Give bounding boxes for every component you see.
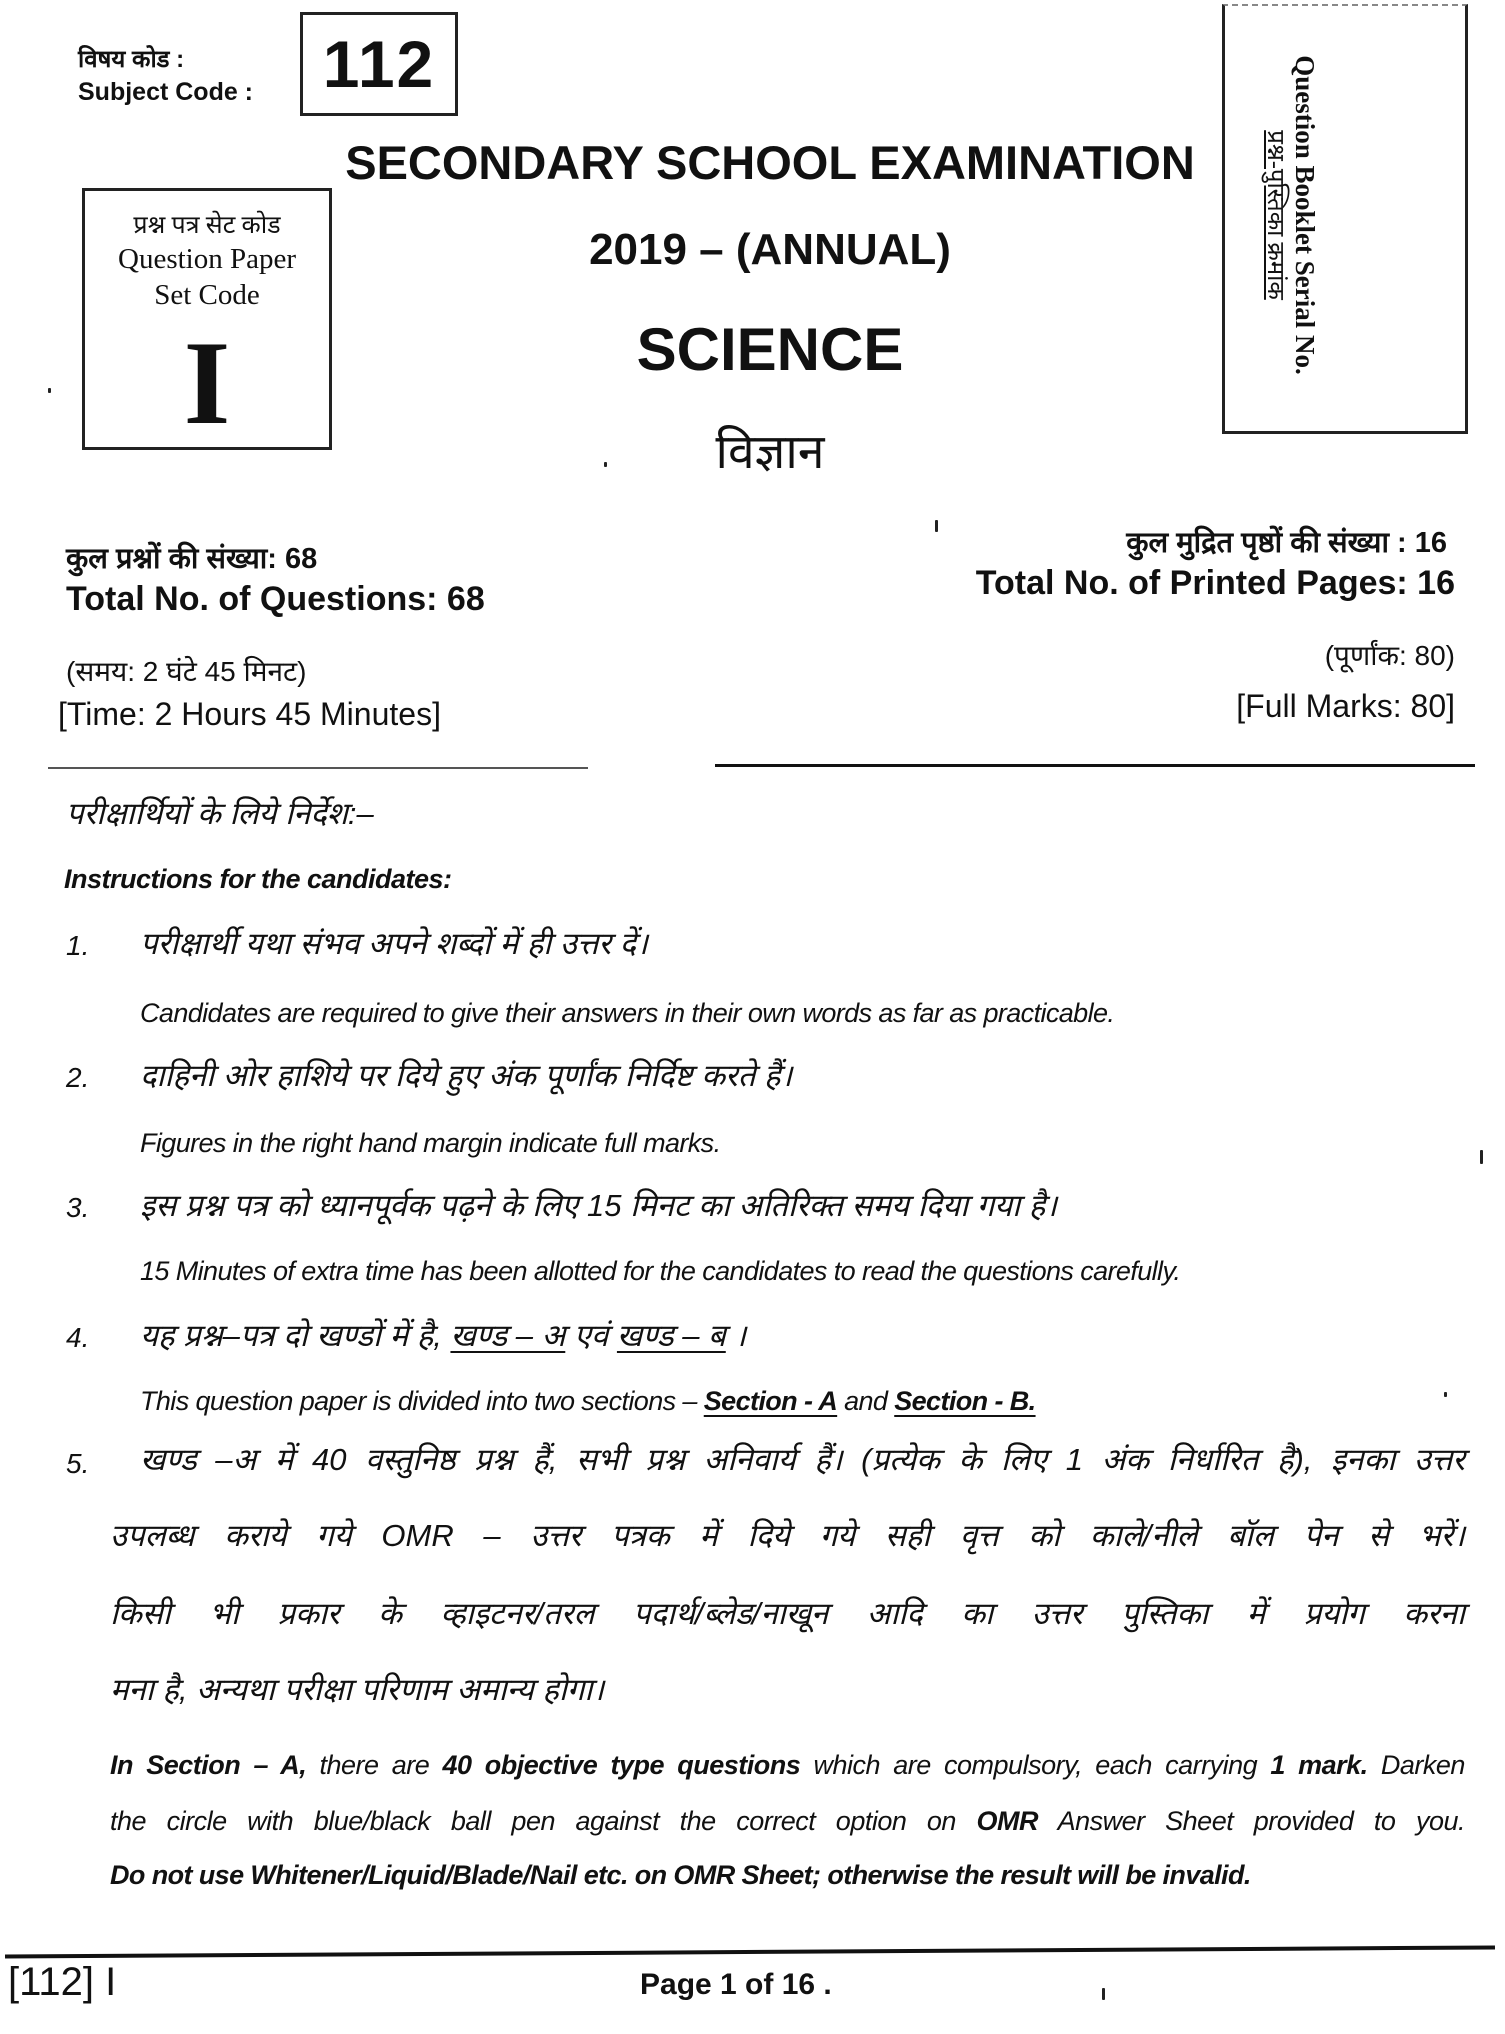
instruction-5-en-text: which are compulsory, each carrying	[813, 1750, 1258, 1780]
subject-code-value: 112	[322, 27, 436, 101]
instruction-5-hi-line-3: किसी भी प्रकार के व्हाइटनर/तरल पदार्थ/ब्लेड/नाखून आदि का उत्तर पुस्तिका में प्रयोग करना	[110, 1596, 1465, 1631]
scan-speck	[1444, 1392, 1447, 1397]
set-code-label-en-2: Set Code	[154, 279, 260, 311]
instruction-5-hi-line-4: मना है, अन्यथा परीक्षा परिणाम अमान्य होगा।	[110, 1672, 605, 1707]
total-pages-en: Total No. of Printed Pages: 16	[975, 564, 1455, 602]
instruction-1-hi: परीक्षार्थी यथा संभव अपने शब्दों में ही उत्तर दें।	[140, 926, 648, 961]
instruction-2-hi: दाहिनी ओर हाशिये पर दिये हुए अंक पूर्णांक निर्दिष्ट करते हैं।	[140, 1058, 793, 1093]
instruction-3-hi: इस प्रश्न पत्र को ध्यानपूर्वक पढ़ने के लिए 15 मिनट का अतिरिक्त समय दिया गया है।	[140, 1188, 1058, 1223]
instruction-3-en: 15 Minutes of extra time has been allotted for the candidates to read the questions carefully.	[140, 1256, 1181, 1286]
footer-divider	[5, 1945, 1495, 1958]
instruction-4-en	[140, 1386, 1036, 1417]
header-divider-left	[48, 767, 588, 769]
header-divider-right	[715, 764, 1475, 767]
instruction-5-en-line-2	[110, 1806, 1465, 1837]
full-marks-en: [Full Marks: 80]	[1236, 688, 1455, 724]
subject-code-label-hi: विषय कोड :	[78, 46, 185, 73]
subject-code-label-en: Subject Code :	[78, 78, 254, 106]
instructions-heading-hi: परीक्षार्थियों के लिये निर्देश:–	[66, 796, 374, 831]
instruction-5-hi-line-2: उपलब्ध कराये गये OMR – उत्तर पत्रक में दिये गये सही वृत्त को काले/नीले बॉल पेन से भरें।	[110, 1518, 1465, 1553]
scan-speck	[935, 520, 938, 532]
total-pages-hi: कुल मुद्रित पृष्ठों की संख्या : 16	[1126, 527, 1447, 559]
mark-value: 1 mark.	[1270, 1750, 1368, 1780]
time-hi: (समय: 2 घंटे 45 मिनट)	[66, 656, 307, 687]
booklet-serial-box	[1222, 4, 1468, 434]
set-code-value: I	[183, 316, 231, 449]
instruction-1-en: Candidates are required to give their answers in their own words as far as practicable.	[140, 998, 1115, 1028]
total-questions-en: Total No. of Questions: 68	[66, 580, 485, 618]
instruction-4-number: 4.	[66, 1322, 90, 1353]
instruction-2-en: Figures in the right hand margin indicate full marks.	[140, 1128, 721, 1158]
section-a-en-ref: In Section – A,	[110, 1750, 307, 1780]
instruction-5-en-line-3: Do not use Whitener/Liquid/Blade/Nail etc. on OMR Sheet; otherwise the result will be invalid.	[110, 1860, 1251, 1890]
instruction-4-hi-text: यह प्रश्न–पत्र दो खण्डों में है,	[140, 1318, 442, 1353]
time-en: [Time: 2 Hours 45 Minutes]	[58, 696, 441, 732]
exam-title: SECONDARY SCHOOL EXAMINATION	[345, 136, 1195, 189]
scan-speck	[1102, 1988, 1105, 2000]
instruction-3-number: 3.	[66, 1192, 90, 1223]
objective-count: 40 objective type questions	[442, 1750, 801, 1780]
set-code-label-hi: प्रश्न पत्र सेट कोड	[133, 212, 281, 239]
subject-code-box	[300, 12, 458, 116]
instructions-heading-en: Instructions for the candidates:	[64, 864, 452, 894]
instruction-4-hi-end: ।	[734, 1318, 747, 1353]
total-questions-hi: कुल प्रश्नों की संख्या: 68	[66, 543, 318, 575]
exam-year: 2019 – (ANNUAL)	[589, 225, 951, 274]
scan-speck	[48, 388, 51, 393]
subject-code-label	[78, 44, 253, 108]
instruction-4-en-and: and	[844, 1386, 888, 1416]
instruction-5-en-text: the circle with blue/black ball pen against the correct option on	[110, 1806, 956, 1836]
instruction-1-number: 1.	[66, 930, 90, 961]
footer-paper-code: [112] I	[8, 1960, 117, 2004]
instruction-5-number: 5.	[66, 1448, 90, 1479]
section-b-hi: खण्ड – ब	[616, 1318, 726, 1353]
section-a-en: Section - A	[703, 1386, 838, 1416]
instruction-4-en-text: This question paper is divided into two sections –	[140, 1386, 697, 1416]
instruction-5-en-text: Answer Sheet provided to you.	[1057, 1806, 1466, 1836]
instruction-2-number: 2.	[66, 1062, 90, 1093]
booklet-serial-label-en: Question Booklet Serial No.	[1290, 55, 1320, 375]
set-code-label-en-1: Question Paper	[118, 243, 296, 275]
booklet-serial-label-hi: प्रश्न-पुस्तिका क्रमांक	[1262, 130, 1288, 300]
section-b-en: Section - B.	[894, 1386, 1036, 1416]
footer-page-number: Page 1 of 16 .	[640, 1968, 832, 2001]
instruction-5-en-text: Darken	[1380, 1750, 1465, 1780]
instruction-5-en-text: there are	[319, 1750, 430, 1780]
scan-speck	[1480, 1150, 1483, 1164]
exam-subject-hi: विज्ञान	[715, 426, 825, 479]
instruction-4-hi-and: एवं	[573, 1318, 609, 1353]
instruction-5-en-line-1	[110, 1750, 1465, 1781]
instruction-4-hi	[140, 1314, 746, 1356]
booklet-serial-label	[1260, 20, 1320, 410]
omr-ref: OMR	[976, 1806, 1039, 1836]
scan-speck	[604, 462, 607, 467]
section-a-hi: खण्ड – अ	[450, 1318, 566, 1353]
set-code-box	[82, 188, 332, 450]
exam-subject: SCIENCE	[636, 316, 904, 383]
full-marks-hi: (पूर्णांक: 80)	[1324, 640, 1455, 671]
instruction-5-hi-line-1: खण्ड –अ में 40 वस्तुनिष्ठ प्रश्न हैं, सभी प्रश्न अनिवार्य हैं। (प्रत्येक के लिए 1 अंक निर्धारित है), इनका उत्तर	[140, 1442, 1465, 1477]
